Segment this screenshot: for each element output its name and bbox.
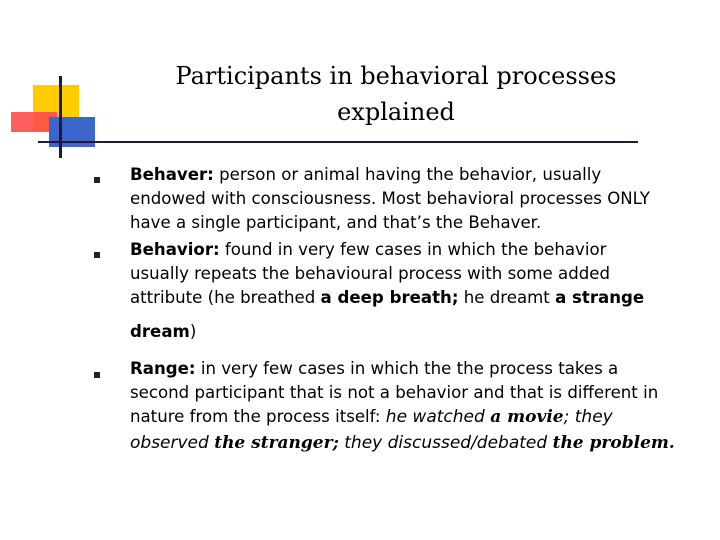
bullet-italic: observed	[130, 433, 215, 453]
slide-title-line2: explained	[337, 98, 455, 126]
bullet-text: found in very few cases in which the behavior	[219, 240, 607, 259]
bullet-text: )	[189, 322, 197, 341]
bullet-line	[130, 163, 700, 187]
bullet-square-icon	[94, 177, 100, 183]
bullet-line	[130, 405, 700, 429]
bullet-text: person or animal having the behavior, usually	[213, 165, 602, 184]
bullet-line	[130, 320, 700, 344]
bullet-line	[130, 238, 700, 262]
bullet-text: usually repeats the behavioural process with some added	[130, 264, 611, 283]
bullet-italic: they discussed/debated	[338, 433, 553, 453]
bullet-line	[130, 286, 700, 310]
bullet-term: Range:	[130, 359, 196, 378]
bullet-text: in very few cases in which the the process takes a	[195, 359, 619, 378]
bullet-square-icon	[94, 372, 100, 378]
bullet-italic: he watched	[385, 407, 491, 427]
bullet-emphasis: a deep breath;	[320, 288, 459, 307]
bullet-line	[130, 431, 700, 455]
bullet-term: Behaver:	[130, 165, 214, 184]
bullet-term: Behavior:	[130, 240, 220, 259]
bullet-emphasis: the problem.	[552, 433, 675, 453]
bullet-emphasis: the stranger;	[214, 433, 339, 453]
bullet-range	[130, 357, 700, 455]
bullet-square-icon	[94, 252, 100, 258]
bullet-italic: ; they	[563, 407, 613, 427]
bullet-behaver	[130, 163, 700, 235]
bullet-emphasis: a movie	[490, 407, 564, 427]
bullet-line	[130, 357, 700, 381]
bullet-emphasis: a strange	[555, 288, 645, 307]
bullet-text: have a single participant, and that’s the Behaver.	[130, 213, 542, 232]
bullet-text: second participant that is not a behavior and that is different in	[130, 383, 659, 402]
slide-title-line1: Participants in behavioral processes	[175, 62, 617, 90]
bullet-text: he dreamt	[458, 288, 556, 307]
bullet-text: attribute (he breathed	[130, 288, 321, 307]
bullet-emphasis: dream	[130, 322, 190, 341]
bullet-behavior	[130, 238, 700, 344]
bullet-text: endowed with consciousness. Most behavioral processes ONLY	[130, 189, 650, 208]
bullet-text: nature from the process itself:	[130, 407, 386, 426]
